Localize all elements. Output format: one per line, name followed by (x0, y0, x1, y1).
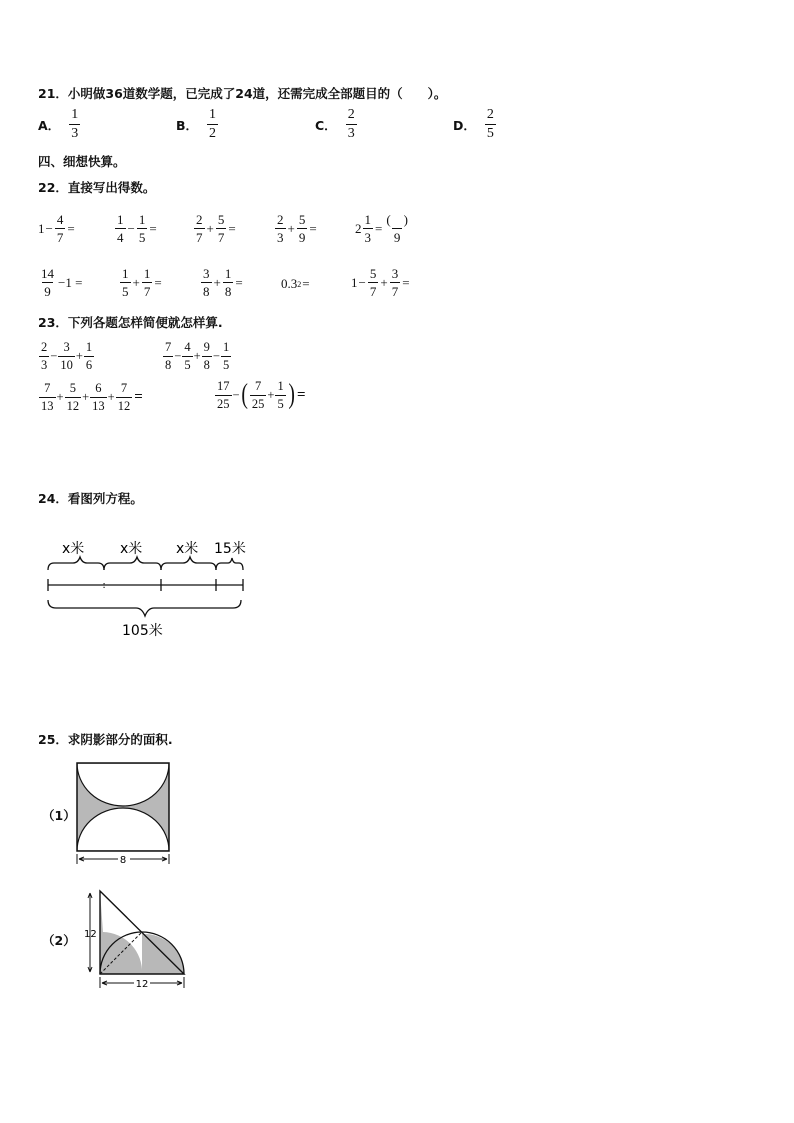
q22-expr-5: 2 $\frac{1}{3}$ = $\frac{( )}{9}$ (355, 212, 409, 245)
figure-2-triangle (80, 888, 190, 993)
q22-expr-8: $\frac{3}{8}$ + $\frac{1}{8}$ = (203, 266, 243, 299)
option-a-fraction: $\frac{1}{3}$ (71, 107, 79, 141)
main-segment (48, 579, 243, 591)
question-24-text: 24．看图列方程。 (38, 491, 143, 506)
figure-2-label: （2） (42, 933, 76, 948)
option-d-fraction: $\frac{2}{5}$ (486, 107, 494, 141)
option-c[interactable]: C． $\frac{2}{3}$ (315, 107, 355, 141)
figure-2-height-label: 12 (84, 929, 97, 940)
bottom-brace (48, 600, 241, 616)
segment-label-1: x米 (62, 541, 85, 557)
question-22-text: 22．直接写出得数。 (38, 180, 156, 195)
q22-expr-1: 1 − $\frac{4}{7}$ = (38, 212, 75, 245)
figure-1-square (74, 760, 174, 870)
figure-1-side-label: 8 (119, 855, 127, 866)
q22-expr-2: $\frac{1}{4}$ − $\frac{1}{5}$ = (117, 212, 157, 245)
question-21-text: 21．小明做36道数学题，已完成了24道，还需完成全部题目的（ ）。 (38, 86, 447, 101)
figure-2-base-label: 12 (135, 979, 149, 990)
q23-expr-1: $\frac{2}{3}$ − $\frac{3}{10}$ + $\frac{1}{6}$ (41, 340, 93, 372)
question-25-text: 25．求阴影部分的面积. (38, 732, 173, 747)
line-segment-diagram (40, 530, 260, 650)
q22-expr-3: $\frac{2}{7}$ + $\frac{5}{7}$ = (196, 212, 236, 245)
total-length-label: 105米 (122, 623, 163, 639)
question-23-text: 23．下列各题怎样简便就怎样算. (38, 315, 223, 330)
q23-expr-4: $\frac{17}{25}$ − ( $\frac{7}{25}$ + $\frac{1}{5}$ ) = (217, 379, 306, 411)
figure-1-label: （1） (42, 808, 76, 823)
q22-expr-7: $\frac{1}{5}$ + $\frac{1}{7}$ = (122, 266, 162, 299)
q22-expr-9: 0.3 2 = (281, 276, 310, 291)
option-b[interactable]: B． $\frac{1}{2}$ (176, 107, 217, 141)
segment-label-2: x米 (120, 541, 143, 557)
top-braces (48, 557, 243, 570)
option-c-fraction: $\frac{2}{3}$ (347, 107, 355, 141)
q23-expr-2: $\frac{7}{8}$ − $\frac{4}{5}$ + $\frac{9}{8}$ − $\frac{1}{5}$ (165, 340, 230, 372)
segment-label-3: x米 (176, 541, 199, 557)
option-d[interactable]: D． $\frac{2}{5}$ (453, 107, 494, 141)
section-four-heading: 四、细想快算。 (38, 154, 126, 169)
option-b-fraction: $\frac{1}{2}$ (209, 107, 217, 141)
svg-text::: : (102, 580, 106, 591)
q22-expr-10: 1 − $\frac{5}{7}$ + $\frac{3}{7}$ = (351, 266, 410, 299)
option-a[interactable]: A． $\frac{1}{3}$ (38, 107, 79, 141)
segment-label-4: 15米 (214, 541, 246, 557)
q23-expr-3: $\frac{7}{13}$ + $\frac{5}{12}$ + $\frac{6}{13}$ + $\frac{7}{12}$ = (41, 381, 143, 413)
answer-blank[interactable]: $\frac{( )}{9}$ (386, 212, 409, 245)
q22-expr-6: $\frac{14}{9}$ −1 = (41, 266, 83, 299)
q22-expr-4: $\frac{2}{3}$ + $\frac{5}{9}$ = (277, 212, 317, 245)
